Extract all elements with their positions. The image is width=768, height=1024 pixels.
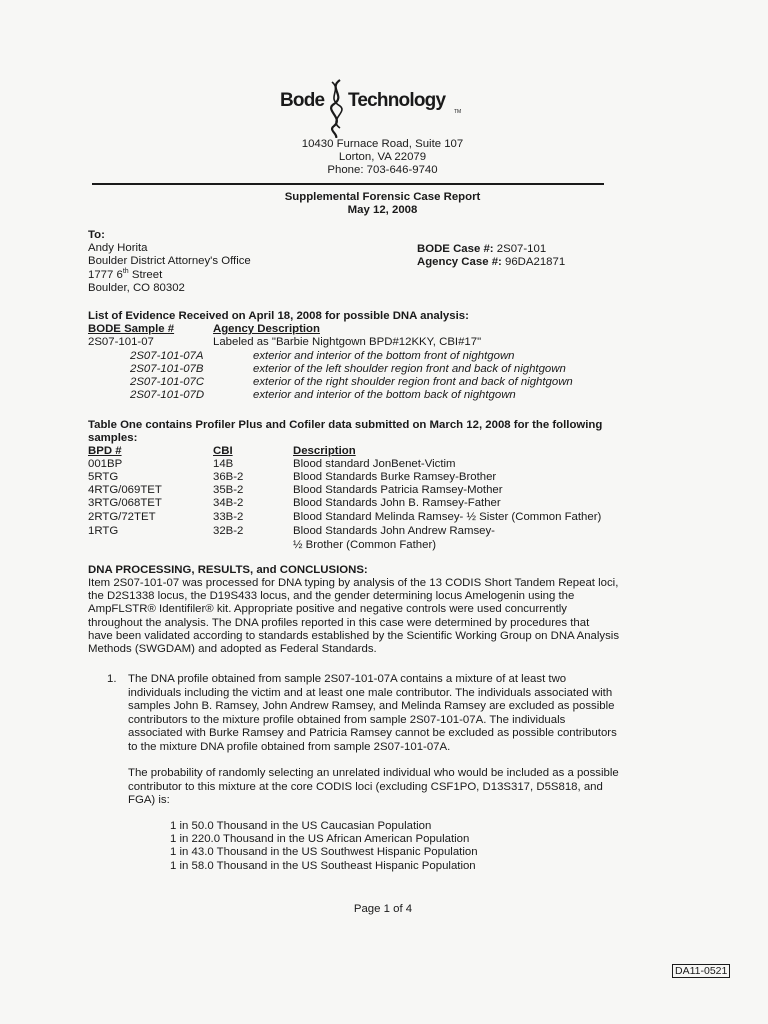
finding-line: contributors to the mixture profile obtained from sample 2S07-101-07A. The individuals: [128, 713, 566, 726]
evidence-item-id: 2S07-101-07A: [130, 350, 204, 362]
dna-heading: DNA PROCESSING, RESULTS, and CONCLUSIONS:: [88, 564, 368, 576]
evidence-item-desc: exterior and interior of the bottom front of nightgown: [253, 350, 515, 362]
evidence-col-sample: BODE Sample #: [88, 323, 175, 335]
table-cell-desc: Blood Standards Patricia Ramsey-Mother: [293, 484, 503, 496]
finding-line: The DNA profile obtained from sample 2S07-101-07A contains a mixture of at least two: [128, 673, 567, 685]
table-cell-bpd: 5RTG: [88, 471, 119, 483]
population-stat: 1 in 50.0 Thousand in the US Caucasian Population: [170, 820, 432, 832]
evidence-main-id: 2S07-101-07: [88, 336, 154, 348]
table-cell-bpd: 2RTG/72TET: [88, 511, 156, 523]
recipient-city: Boulder, CO 80302: [88, 281, 185, 294]
table-cell-cbi: 33B-2: [213, 511, 244, 523]
case-numbers: [417, 243, 565, 269]
col-header-bpd: BPD #: [88, 445, 122, 457]
table-cell-desc: Blood Standard Melinda Ramsey- ½ Sister (Common Father): [293, 511, 602, 523]
bates-number: DA11-0521: [672, 964, 730, 978]
dna-line: throughout the analysis. The DNA profiles reported in this case were determined by procedures that: [88, 616, 590, 629]
population-stat: 1 in 220.0 Thousand in the US African American Population: [170, 833, 470, 846]
report-title: Supplemental Forensic Case Report: [284, 191, 481, 203]
table-cell-desc: Blood standard JonBenet-Victim: [293, 458, 456, 470]
evidence-item-desc: exterior of the right shoulder region front and back of nightgown: [253, 376, 573, 388]
agency-case-label: Agency Case #:: [417, 256, 502, 269]
population-stats: [170, 820, 478, 873]
population-stat: 1 in 58.0 Thousand in the US Southeast Hispanic Population: [170, 859, 476, 872]
table-cell-cbi: 36B-2: [213, 471, 244, 483]
evidence-item-desc: exterior of the left shoulder region front and back of nightgown: [253, 363, 566, 375]
recipient-street: [88, 269, 251, 282]
evidence-item-id: 2S07-101-07D: [130, 389, 205, 401]
table-cell-cbi: 34B-2: [213, 497, 244, 509]
dna-line: Item 2S07-101-07 was processed for DNA typing by analysis of the 13 CODIS Short Tandem Repeat loci,: [88, 577, 619, 589]
report-title-block: [200, 191, 565, 217]
logo-trademark: TM: [454, 109, 462, 115]
header-rule: [92, 183, 604, 185]
evidence-main-desc: Labeled as "Barbie Nightgown BPD#12KKY, CBI#17": [213, 336, 482, 348]
table-cell-desc: Blood Standards Burke Ramsey-Brother: [293, 471, 497, 483]
street-name: Street: [128, 268, 163, 281]
probability-line: contributor to this mixture at the core CODIS loci (excluding CSF1PO, D13S317, D5S818, and: [128, 780, 603, 793]
table-one-intro-line1: Table One contains Profiler Plus and Cofiler data submitted on March 12, 2008 for the following: [88, 419, 603, 431]
evidence-heading: List of Evidence Received on April 18, 2008 for possible DNA analysis:: [88, 310, 469, 322]
table-cell-cbi: 14B: [213, 458, 234, 470]
dna-line: Methods (SWGDAM) and adopted as Federal Standards.: [88, 643, 377, 656]
address-line1: 10430 Furnace Road, Suite 107: [301, 138, 464, 150]
report-date: May 12, 2008: [347, 204, 418, 217]
probability-line: FGA) is:: [128, 794, 170, 807]
recipient-name: Andy Horita: [88, 242, 148, 255]
probability-line: The probability of randomly selecting an unrelated individual who would be included as a possible: [128, 767, 619, 779]
dna-line: AmpFLSTR® Identifiler® kit. Appropriate positive and negative controls were used concurrently: [88, 603, 567, 616]
evidence-item-desc: exterior and interior of the bottom back of nightgown: [253, 389, 516, 401]
table-cell-cbi: 32B-2: [213, 525, 244, 537]
logo-left-text: Bode: [280, 90, 325, 111]
recipient-block: [88, 229, 251, 295]
dna-helix-icon: [326, 78, 348, 138]
table-one-intro-line2: samples:: [88, 432, 138, 444]
table-cell-cbi: 35B-2: [213, 484, 244, 496]
finding-number: 1.: [107, 673, 117, 685]
table-cell-desc: Blood Standards John B. Ramsey-Father: [293, 497, 501, 509]
to-label: To:: [88, 229, 105, 241]
finding-line: individuals including the victim and at least one male contributor. The individuals associated with: [128, 686, 613, 699]
finding-line: to the mixture DNA profile obtained from sample 2S07-101-07A.: [128, 740, 451, 753]
address-block: [200, 138, 565, 178]
evidence-item-id: 2S07-101-07B: [130, 363, 204, 375]
table-cell-bpd: 4RTG/069TET: [88, 484, 162, 496]
finding-paragraph: [128, 673, 622, 755]
table-cell-desc-continued: ½ Brother (Common Father): [293, 539, 437, 551]
bode-case: [417, 243, 565, 256]
probability-paragraph: [128, 767, 622, 808]
table-cell-bpd: 1RTG: [88, 525, 119, 537]
recipient-office: Boulder District Attorney's Office: [88, 255, 251, 268]
address-line2: Lorton, VA 22079: [338, 151, 427, 164]
dna-line: have been validated according to standards established by the Scientific Working Group on DNA Analysis: [88, 629, 620, 642]
phone-line: Phone: 703-646-9740: [327, 164, 438, 177]
finding-line: associated with Burke Ramsey and Patricia Ramsey cannot be excluded as possible contributors: [128, 727, 617, 740]
bode-logo: [268, 78, 498, 140]
col-header-description: Description: [293, 445, 356, 457]
logo-right-text: Technology: [348, 90, 446, 111]
table-cell-bpd: 001BP: [88, 458, 123, 470]
col-header-cbi: CBI: [213, 445, 233, 457]
table-one-intro: [88, 419, 620, 432]
dna-paragraph: [88, 577, 620, 656]
finding-line: samples John B. Ramsey, John Andrew Ramsey, and Melinda Ramsey are excluded as possible: [128, 700, 615, 713]
bode-case-label: BODE Case #:: [417, 243, 494, 255]
dna-line: the D2S1338 locus, the D19S433 locus, and the gender determining locus Amelogenin using the: [88, 590, 575, 603]
agency-case-value: 96DA21871: [501, 256, 566, 269]
street-number: 1777 6: [88, 268, 123, 281]
street-ordinal: th: [122, 267, 129, 275]
table-cell-desc: Blood Standards John Andrew Ramsey-: [293, 525, 495, 537]
bode-case-value: 2S07-101: [493, 243, 547, 255]
table-cell-bpd: 3RTG/068TET: [88, 497, 162, 509]
agency-case: [417, 256, 565, 269]
page-number: Page 1 of 4: [353, 903, 413, 915]
evidence-col-description: Agency Description: [213, 323, 320, 335]
population-stat: 1 in 43.0 Thousand in the US Southwest Hispanic Population: [170, 846, 478, 859]
evidence-item-id: 2S07-101-07C: [130, 376, 205, 388]
